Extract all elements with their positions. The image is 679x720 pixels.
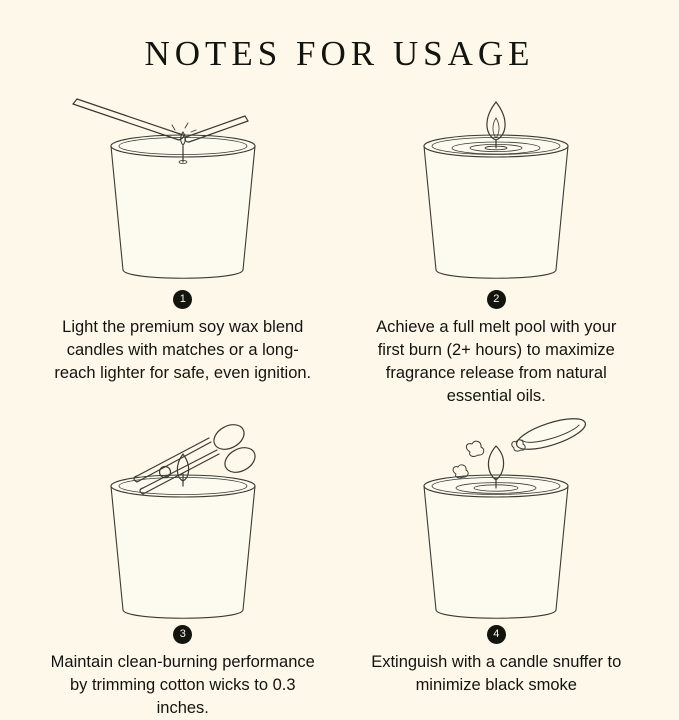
- step-number-badge: 1: [173, 290, 192, 309]
- candle-wick-trimmer-icon: [33, 408, 333, 623]
- step-number-badge: 2: [487, 290, 506, 309]
- step-number-badge: 4: [487, 625, 506, 644]
- page-title: NOTES FOR USAGE: [144, 34, 535, 73]
- step-number-badge: 3: [173, 625, 192, 644]
- steps-grid: [0, 74, 679, 720]
- candle-with-matches-icon: [33, 88, 333, 288]
- step-caption: Light the premium soy wax blend candles with matches or a long-reach lighter for safe, even ignition.: [54, 318, 312, 382]
- step-caption: Achieve a full melt pool with your first burn (2+ hours) to maximize fragrance release from natural essential oils.: [376, 318, 617, 405]
- step-card-4: [340, 408, 654, 720]
- step-card-2: [340, 88, 654, 408]
- step-card-1: [26, 88, 340, 408]
- candle-melt-pool-icon: [346, 88, 646, 288]
- candle-snuffer-icon: [346, 408, 646, 623]
- step-card-3: [26, 408, 340, 720]
- step-caption: Maintain clean-burning performance by trimming cotton wicks to 0.3 inches.: [50, 653, 315, 717]
- step-caption: Extinguish with a candle snuffer to minimize black smoke: [371, 653, 622, 694]
